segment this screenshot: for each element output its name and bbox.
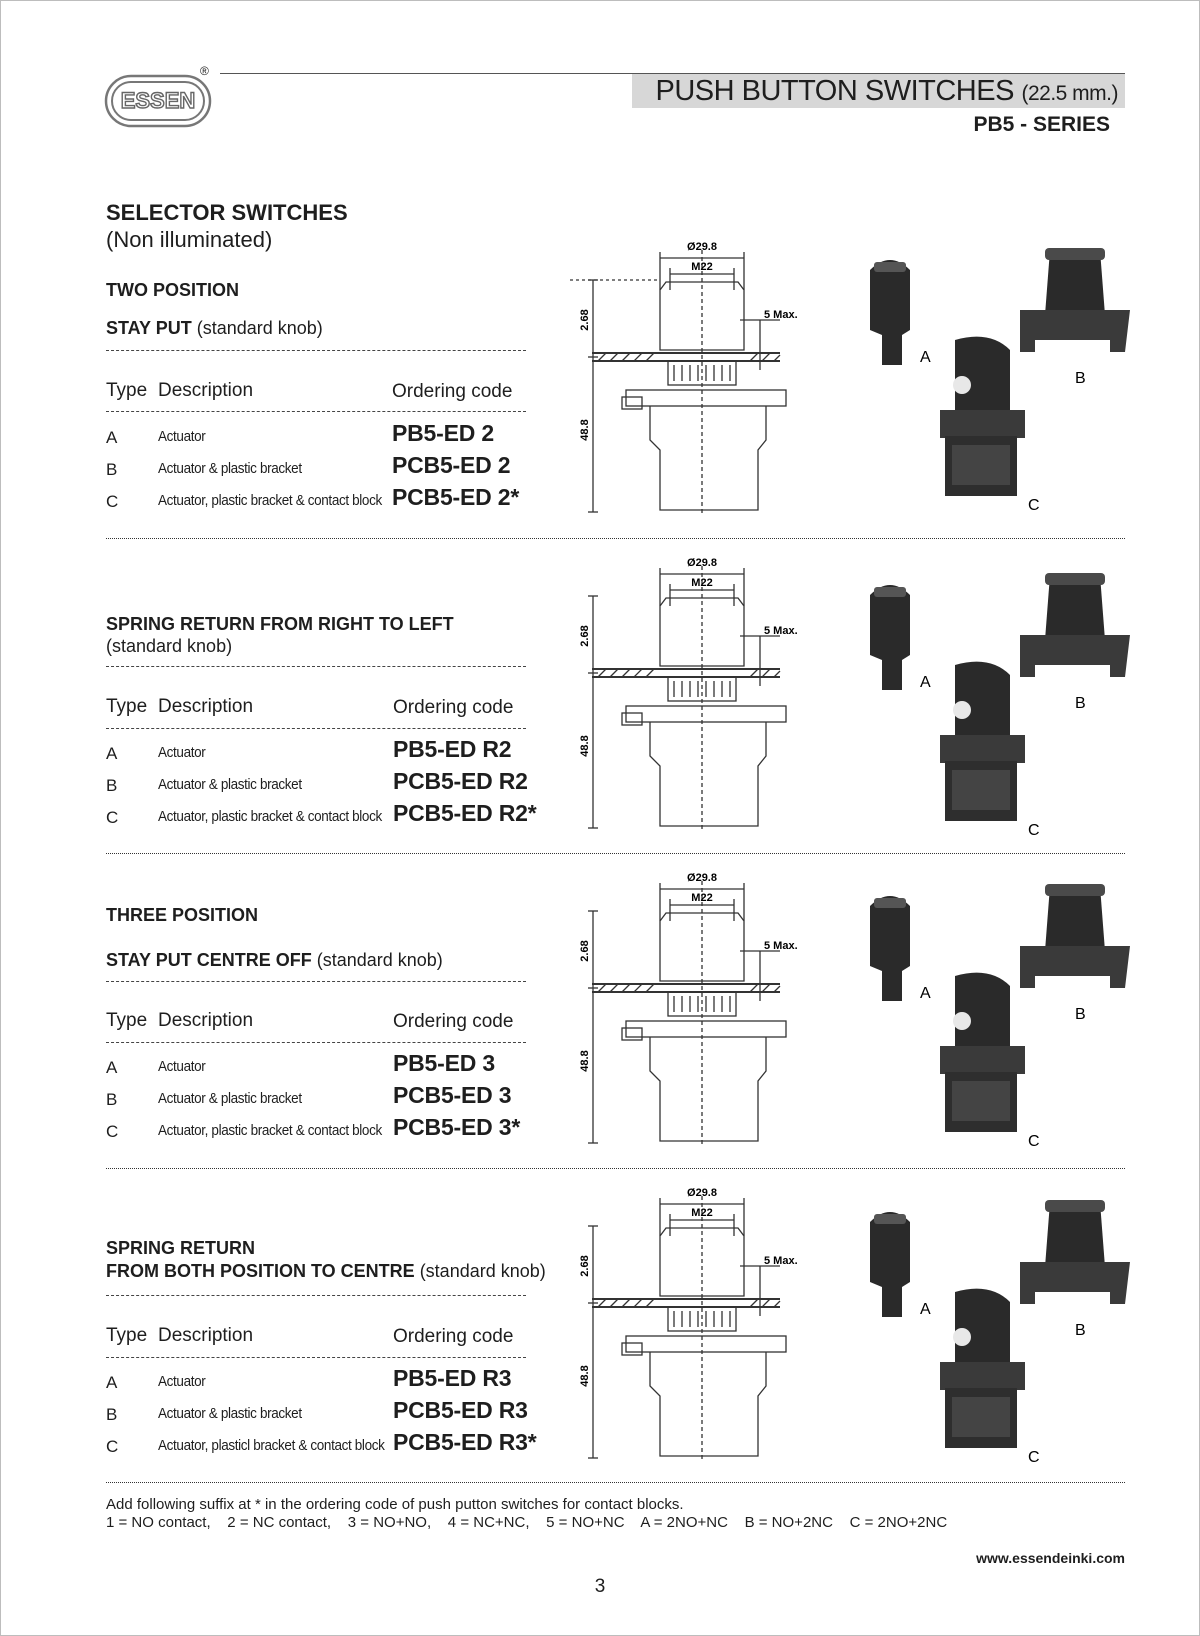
row-description: Actuator, plasticl bracket & contact block xyxy=(158,1437,385,1454)
section-4-title-bold: FROM BOTH POSITION TO CENTRE xyxy=(106,1261,415,1281)
row-type: A xyxy=(106,428,118,447)
dimension-height-top: 2.68 xyxy=(579,625,591,647)
dimension-height-top: 2.68 xyxy=(579,1255,591,1277)
row-ordering-code: PB5-ED R3 xyxy=(393,1365,512,1391)
product-photos-2 xyxy=(860,565,1130,845)
col-type-header: Type xyxy=(106,380,148,401)
dimension-max: 5 Max. xyxy=(764,1255,798,1267)
photo-label-b: B xyxy=(1075,1006,1086,1023)
switch-with-bracket-b-icon xyxy=(1020,1200,1130,1304)
row-description: Actuator, plastic bracket & contact block xyxy=(158,808,382,825)
dimension-drawing-1 xyxy=(579,240,810,520)
switch-actuator-a-icon xyxy=(870,260,910,365)
dimension-height-body: 48.8 xyxy=(579,735,591,757)
row-type: B xyxy=(106,776,118,795)
photo-label-b: B xyxy=(1075,695,1086,712)
switch-actuator-a-icon xyxy=(870,896,910,1001)
section-2-title: SPRING RETURN FROM RIGHT TO LEFT xyxy=(106,614,454,634)
switch-with-contact-block-c-icon xyxy=(940,662,1025,821)
photo-label-c: C xyxy=(1028,1449,1040,1466)
series-label: PB5 - SERIES xyxy=(973,113,1110,136)
section-4-title-line1: SPRING RETURN xyxy=(106,1238,256,1258)
photo-label-a: A xyxy=(920,1301,931,1318)
row-ordering-code: PCB5-ED R3* xyxy=(393,1429,537,1455)
footnote-line-1: Add following suffix at * in the ordering code of push putton switches for contact blocks. xyxy=(106,1496,684,1513)
row-type: B xyxy=(106,460,118,479)
photo-label-b: B xyxy=(1075,370,1086,387)
section-separator xyxy=(106,538,1125,539)
product-photos-1 xyxy=(860,240,1130,520)
row-description: Actuator xyxy=(158,1058,206,1075)
row-ordering-code: PCB5-ED R2* xyxy=(393,800,537,826)
dimension-diameter: Ø29.8 xyxy=(687,1187,717,1199)
footnote-line-2: 1 = NO contact, 2 = NC contact, 3 = NO+NO, 4 = NC+NC, 5 = NO+NC A = 2NO+NC B = NO+2NC C = 2NO+2NC xyxy=(106,1514,948,1531)
row-description: Actuator xyxy=(158,1373,206,1390)
brand-text: ESSEN xyxy=(120,88,196,113)
dimension-height-body: 48.8 xyxy=(579,1050,591,1072)
section-3-title-suffix: (standard knob) xyxy=(316,950,443,970)
row-type: B xyxy=(106,1090,118,1109)
col-ordering-code-header: Ordering code xyxy=(393,1011,514,1032)
section-3-title xyxy=(106,950,443,971)
title-size: (22.5 mm.) xyxy=(1021,82,1118,105)
row-type: C xyxy=(106,1437,119,1456)
col-description-header: Description xyxy=(158,1010,254,1031)
divider xyxy=(106,981,526,982)
dimension-m22: M22 xyxy=(691,1207,713,1219)
dimension-m22: M22 xyxy=(691,261,713,273)
switch-actuator-a-icon xyxy=(870,1212,910,1317)
row-description: Actuator & plastic bracket xyxy=(158,1090,302,1107)
section-2-title-suffix: (standard knob) xyxy=(106,636,233,656)
row-ordering-code: PCB5-ED 2* xyxy=(392,484,520,510)
dimension-m22: M22 xyxy=(691,892,713,904)
row-description: Actuator xyxy=(158,428,206,445)
divider xyxy=(106,1357,526,1358)
divider xyxy=(106,728,526,729)
photo-label-a: A xyxy=(920,674,931,691)
row-type: C xyxy=(106,808,119,827)
contact-block-footnote xyxy=(106,1496,1006,1532)
col-type-header: Type xyxy=(106,1325,148,1346)
website-link[interactable]: www.essendeinki.com xyxy=(976,1550,1125,1566)
section-4-title-suffix: (standard knob) xyxy=(419,1261,546,1281)
photo-label-b: B xyxy=(1075,1322,1086,1339)
selector-switches-heading: SELECTOR SWITCHES xyxy=(106,200,348,225)
product-photos-3 xyxy=(860,876,1130,1156)
dimension-diameter: Ø29.8 xyxy=(687,872,717,884)
row-description: Actuator & plastic bracket xyxy=(158,460,302,477)
photo-label-c: C xyxy=(1028,1133,1040,1150)
row-description: Actuator & plastic bracket xyxy=(158,776,302,793)
photo-label-c: C xyxy=(1028,497,1040,514)
row-type: A xyxy=(106,744,118,763)
switch-with-bracket-b-icon xyxy=(1020,573,1130,677)
page-title xyxy=(642,74,1118,108)
page-number: 3 xyxy=(594,1576,606,1597)
registered-mark: ® xyxy=(200,64,209,78)
col-description-header: Description xyxy=(158,696,254,717)
dimension-drawing-3 xyxy=(579,871,810,1151)
row-type: A xyxy=(106,1058,118,1077)
col-description-header: Description xyxy=(158,380,254,401)
row-description: Actuator xyxy=(158,744,206,761)
row-ordering-code: PB5-ED 3 xyxy=(393,1050,495,1076)
section-1-title-bold: STAY PUT xyxy=(106,318,192,338)
title-text: PUSH BUTTON SWITCHES xyxy=(655,75,1014,107)
row-ordering-code: PCB5-ED 2 xyxy=(392,452,511,478)
row-ordering-code: PB5-ED 2 xyxy=(392,420,494,446)
row-type: B xyxy=(106,1405,118,1424)
dimension-max: 5 Max. xyxy=(764,309,798,321)
row-description: Actuator, plastic bracket & contact block xyxy=(158,1122,382,1139)
photo-label-a: A xyxy=(920,985,931,1002)
dimension-height-top: 2.68 xyxy=(579,940,591,962)
divider xyxy=(106,350,526,351)
dimension-height-top: 2.68 xyxy=(579,309,591,331)
divider xyxy=(106,1295,526,1296)
section-1-title xyxy=(106,318,323,339)
row-ordering-code: PCB5-ED R3 xyxy=(393,1397,528,1423)
essen-logo xyxy=(104,74,214,128)
col-type-header: Type xyxy=(106,696,148,717)
dimension-max: 5 Max. xyxy=(764,940,798,952)
two-position-heading: TWO POSITION xyxy=(106,280,239,300)
divider xyxy=(106,411,526,412)
dimension-height-body: 48.8 xyxy=(579,419,591,441)
section-3-title-bold: STAY PUT CENTRE OFF xyxy=(106,950,312,970)
switch-with-bracket-b-icon xyxy=(1020,884,1130,988)
dimension-m22: M22 xyxy=(691,577,713,589)
dimension-diameter: Ø29.8 xyxy=(687,557,717,569)
row-ordering-code: PCB5-ED 3* xyxy=(393,1114,521,1140)
switch-with-bracket-b-icon xyxy=(1020,248,1130,352)
three-position-heading: THREE POSITION xyxy=(106,905,259,925)
section-separator xyxy=(106,853,1125,854)
switch-with-contact-block-c-icon xyxy=(940,1289,1025,1448)
switch-with-contact-block-c-icon xyxy=(940,337,1025,496)
divider xyxy=(106,666,526,667)
row-ordering-code: PB5-ED R2 xyxy=(393,736,512,762)
row-description: Actuator, plastic bracket & contact block xyxy=(158,492,382,509)
row-ordering-code: PCB5-ED R2 xyxy=(393,768,528,794)
dimension-drawing-2 xyxy=(579,556,810,836)
dimension-max: 5 Max. xyxy=(764,625,798,637)
col-ordering-code-header: Ordering code xyxy=(392,381,513,402)
dimension-diameter: Ø29.8 xyxy=(687,241,717,253)
dimension-height-body: 48.8 xyxy=(579,1365,591,1387)
section-1-title-suffix: (standard knob) xyxy=(196,318,323,338)
section-4-title xyxy=(106,1261,546,1282)
row-type: A xyxy=(106,1373,118,1392)
photo-label-a: A xyxy=(920,349,931,366)
section-separator xyxy=(106,1482,1125,1483)
non-illuminated-subheading: (Non illuminated) xyxy=(106,227,273,252)
section-separator xyxy=(106,1168,1125,1169)
product-photos-4 xyxy=(860,1192,1130,1472)
row-type: C xyxy=(106,492,119,511)
row-type: C xyxy=(106,1122,119,1141)
row-ordering-code: PCB5-ED 3 xyxy=(393,1082,512,1108)
divider xyxy=(106,1042,526,1043)
dimension-drawing-4 xyxy=(579,1186,810,1466)
col-type-header: Type xyxy=(106,1010,148,1031)
switch-with-contact-block-c-icon xyxy=(940,973,1025,1132)
col-description-header: Description xyxy=(158,1325,254,1346)
photo-label-c: C xyxy=(1028,822,1040,839)
row-description: Actuator & plastic bracket xyxy=(158,1405,302,1422)
col-ordering-code-header: Ordering code xyxy=(393,1326,514,1347)
switch-actuator-a-icon xyxy=(870,585,910,690)
col-ordering-code-header: Ordering code xyxy=(393,697,514,718)
